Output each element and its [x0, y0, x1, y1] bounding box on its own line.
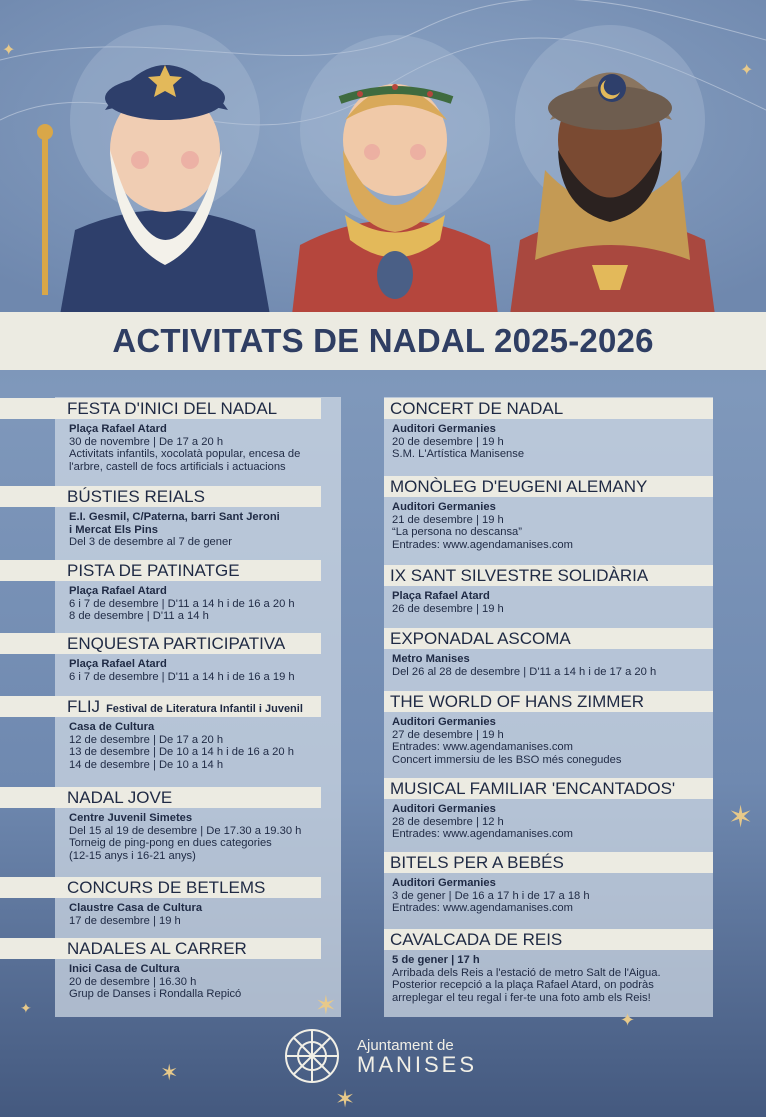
event-line: 13 de desembre | De 10 a 14 h i de 16 a 20 h [69, 746, 294, 759]
event-title [0, 696, 321, 717]
event-details [69, 721, 294, 771]
event-line: Del 26 al 28 de desembre | D'11 a 14 h i de 17 a 20 h [392, 665, 657, 678]
event-title [0, 938, 321, 959]
event-line: “La persona no descansa” [392, 526, 522, 539]
event-details [69, 963, 241, 1001]
three-kings-illustration [0, 0, 766, 315]
event-line: Concert immersiu de les BSO més conegudes [392, 753, 622, 766]
event-line: 6 i 7 de desembre | D'11 a 14 h i de 16 a 19 h [69, 670, 295, 683]
event-line: 20 de desembre | 16.30 h [69, 975, 197, 988]
event-line: Entrades: www.agendamanises.com [392, 538, 573, 551]
event-line: 6 i 7 de desembre | D'11 a 14 h i de 16 a 20 h [69, 597, 295, 610]
star-icon: ✦ [740, 62, 754, 79]
event-title [384, 691, 713, 712]
event-line: arreplegar el teu regal i fer-te una foto amb els Reis! [392, 991, 651, 1004]
event-line: l'arbre, castell de focs artificials i actuacions [69, 460, 286, 473]
event-name: NADALES AL CARRER [67, 939, 247, 958]
event-name: CONCURS DE BETLEMS [67, 878, 266, 897]
event-venue: Auditori Germanies [392, 716, 496, 728]
event-line: 28 de desembre | 12 h [392, 815, 504, 828]
footer-line2: MANISES [357, 1052, 478, 1077]
event-details [392, 423, 524, 461]
manises-logo-icon [276, 1024, 348, 1088]
event-line: 20 de desembre | 19 h [392, 435, 504, 448]
event-venue: Auditori Germanies [392, 423, 496, 435]
event-line: 30 de novembre | De 17 a 20 h [69, 435, 224, 448]
event-title [384, 852, 713, 873]
event-details [69, 658, 295, 683]
star-icon: ✶ [160, 1060, 179, 1085]
event-title [384, 565, 713, 586]
event-line: 21 de desembre | 19 h [392, 513, 504, 526]
event-line: Del 3 de desembre al 7 de gener [69, 536, 232, 549]
event-details [69, 902, 202, 927]
event-name: EXPONADAL ASCOMA [390, 629, 571, 648]
event-title [384, 628, 713, 649]
event-title [384, 778, 713, 799]
event-details [392, 716, 621, 766]
event-venue: i Mercat Els Pins [69, 523, 158, 536]
star-icon: ✦ [2, 42, 16, 59]
event-name: FLIJ [67, 697, 101, 716]
event-details [392, 590, 504, 615]
event-line: Arribada dels Reis a l'estació de metro Salt de l'Aigua. [392, 966, 661, 979]
event-name: PISTA DE PATINATGE [67, 561, 240, 580]
event-name: FESTA D'INICI DEL NADAL [67, 399, 278, 418]
event-line: 8 de desembre | D'11 a 14 h [69, 610, 209, 623]
event-venue: Claustre Casa de Cultura [69, 902, 203, 914]
event-title [0, 398, 321, 419]
event-line: S.M. L'Artística Manisense [392, 448, 525, 461]
event-name: MUSICAL FAMILIAR 'ENCANTADOS' [390, 779, 676, 798]
event-subtitle: Festival de Literatura Infantil i Juvenil [106, 703, 303, 715]
event-details [69, 585, 295, 623]
star-icon: ✦ [20, 1000, 32, 1016]
event-title [384, 929, 713, 950]
event-name: CONCERT DE NADAL [390, 399, 564, 418]
event-line: Activitats infantils, xocolatà popular, encesa de [69, 448, 301, 461]
event-line: Posterior recepció a la plaça Rafael Atard, on podràs [392, 979, 654, 992]
event-venue: Auditori Germanies [392, 501, 496, 513]
event-details [392, 803, 573, 841]
event-venue: Plaça Rafael Atard [69, 658, 167, 670]
event-name: THE WORLD OF HANS ZIMMER [390, 692, 645, 711]
event-title [0, 877, 321, 898]
event-venue: Auditori Germanies [392, 877, 496, 889]
event-details [392, 653, 656, 678]
event-venue: Auditori Germanies [392, 803, 496, 815]
event-details [392, 954, 661, 1004]
event-title [0, 486, 321, 507]
event-venue: Plaça Rafael Atard [392, 590, 490, 602]
event-title [0, 560, 321, 581]
event-venue: Plaça Rafael Atard [69, 585, 167, 597]
event-venue: 5 de gener | 17 h [392, 954, 480, 966]
event-line: Del 15 al 19 de desembre | De 17.30 a 19.30 h [69, 824, 302, 837]
event-title [0, 787, 321, 808]
event-name: IX SANT SILVESTRE SOLIDÀRIA [390, 566, 649, 585]
event-details [69, 423, 300, 473]
event-venue: Casa de Cultura [69, 721, 155, 733]
event-line: Torneig de ping-pong en dues categories [69, 837, 272, 850]
event-name: ENQUESTA PARTICIPATIVA [67, 634, 286, 653]
event-details [69, 812, 301, 862]
event-line: 12 de desembre | De 17 a 20 h [69, 733, 224, 746]
event-venue: Plaça Rafael Atard [69, 423, 167, 435]
event-title [384, 398, 713, 419]
star-icon: ✦ [620, 1010, 636, 1030]
event-name: MONÒLEG D'EUGENI ALEMANY [390, 477, 648, 496]
event-line: Grup de Danses i Rondalla Repicó [69, 988, 242, 1001]
event-name: CAVALCADA DE REIS [390, 930, 563, 949]
event-venue: Centre Juvenil Simetes [69, 812, 193, 824]
event-line: 3 de gener | De 16 a 17 h i de 17 a 18 h [392, 889, 590, 902]
event-line: 14 de desembre | De 10 a 14 h [69, 758, 224, 771]
star-icon: ✶ [335, 1086, 356, 1113]
footer-brand [357, 1038, 477, 1076]
event-name: BÚSTIES REIALS [67, 487, 205, 506]
event-venue: Metro Manises [392, 653, 470, 665]
event-name: BITELS PER A BEBÉS [390, 853, 564, 872]
event-venue: Inici Casa de Cultura [69, 963, 180, 975]
title-band [0, 312, 766, 370]
event-line: (12-15 anys i 16-21 anys) [69, 849, 196, 862]
event-title [0, 633, 321, 654]
event-details [392, 501, 573, 551]
event-details [69, 511, 280, 549]
footer-line1: Ajuntament de [357, 1037, 454, 1054]
star-icon: ✶ [315, 990, 337, 1020]
event-line: Entrades: www.agendamanises.com [392, 741, 573, 754]
star-icon: ✶ [728, 801, 754, 834]
event-line: 17 de desembre | 19 h [69, 914, 181, 927]
event-line: 27 de desembre | 19 h [392, 728, 504, 741]
event-line: Entrades: www.agendamanises.com [392, 902, 573, 915]
event-venue: E.I. Gesmil, C/Paterna, barri Sant Jeroni [69, 511, 280, 523]
page-title: ACTIVITATS DE NADAL 2025-2026 [112, 322, 654, 359]
event-line: Entrades: www.agendamanises.com [392, 828, 573, 841]
event-name: NADAL JOVE [67, 788, 173, 807]
event-line: 26 de desembre | 19 h [392, 602, 504, 615]
event-details [392, 877, 590, 915]
event-title [384, 476, 713, 497]
